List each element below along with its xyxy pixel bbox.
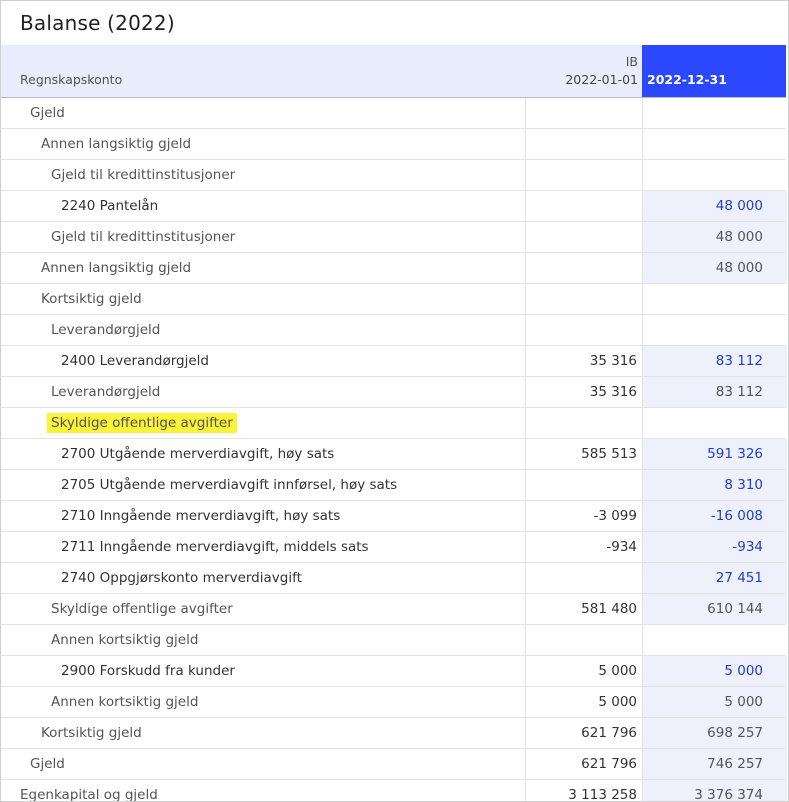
ib-value: -3 099 xyxy=(593,508,637,524)
row-label-text: Gjeld til kredittinstitusjoner xyxy=(51,229,236,245)
account-label xyxy=(61,346,209,376)
current-value-cell xyxy=(642,222,787,252)
table-header xyxy=(1,45,786,98)
ib-value: 581 480 xyxy=(581,601,637,617)
current-value-cell xyxy=(642,129,787,159)
account-label xyxy=(61,439,334,469)
ib-value xyxy=(525,563,637,593)
table-row[interactable] xyxy=(1,501,786,532)
current-value-cell xyxy=(642,98,787,128)
ib-value xyxy=(525,160,637,190)
row-label-text: 2700 Utgående merverdiavgift, høy sats xyxy=(61,446,335,462)
current-value-link[interactable]: -16 008 xyxy=(710,508,763,524)
current-value-link[interactable]: -934 xyxy=(732,539,763,555)
group-label xyxy=(41,129,191,159)
current-value-cell[interactable] xyxy=(642,470,787,500)
sum-label xyxy=(51,687,198,717)
current-value-cell xyxy=(642,160,787,190)
group-label xyxy=(51,625,198,655)
sum-label xyxy=(20,780,158,802)
current-value-cell xyxy=(642,749,787,779)
table-row[interactable] xyxy=(1,408,786,439)
account-label xyxy=(61,470,397,500)
row-label-text: Egenkapital og gjeld xyxy=(20,787,158,802)
row-label-text: 2740 Oppgjørskonto merverdiavgift xyxy=(61,570,302,586)
current-value-cell xyxy=(642,253,787,283)
account-label xyxy=(61,501,340,531)
row-label-text: Kortsiktig gjeld xyxy=(41,291,142,307)
current-value-cell xyxy=(642,408,787,438)
column-header-ib-date[interactable]: 2022-01-01 xyxy=(565,72,638,87)
row-label-text: Annen kortsiktig gjeld xyxy=(51,632,199,648)
table-row[interactable] xyxy=(1,98,786,129)
sum-label xyxy=(51,377,160,407)
ib-value: 621 796 xyxy=(581,756,637,772)
row-label-text: Annen langsiktig gjeld xyxy=(41,136,192,152)
ib-value: 621 796 xyxy=(581,725,637,741)
current-value: 610 144 xyxy=(707,601,763,617)
row-label-text: 2711 Inngående merverdiavgift, middels sats xyxy=(61,539,369,555)
current-value-cell xyxy=(642,718,787,748)
current-value-cell[interactable] xyxy=(642,191,787,221)
table-row[interactable] xyxy=(1,780,786,802)
balance-table-body xyxy=(1,98,786,802)
row-label-text: 2400 Leverandørgjeld xyxy=(61,353,209,369)
ib-value: 5 000 xyxy=(598,663,637,679)
ib-value xyxy=(525,129,637,159)
current-value-cell[interactable] xyxy=(642,656,787,686)
group-label xyxy=(51,408,237,438)
current-value-cell xyxy=(642,594,787,624)
current-value: 83 112 xyxy=(715,384,763,400)
current-value-cell[interactable] xyxy=(642,439,787,469)
current-value-cell xyxy=(642,625,787,655)
current-value-cell xyxy=(642,780,787,802)
ib-value xyxy=(525,284,637,314)
ib-value: 35 316 xyxy=(589,353,637,369)
row-label-text: Gjeld til kredittinstitusjoner xyxy=(51,167,236,183)
ib-value xyxy=(525,253,637,283)
current-value-cell xyxy=(642,284,787,314)
row-label-text: Gjeld xyxy=(30,105,65,121)
table-row[interactable] xyxy=(1,191,786,222)
row-label-text: Leverandørgjeld xyxy=(51,384,161,400)
table-row[interactable] xyxy=(1,718,786,749)
ib-value xyxy=(525,222,637,252)
ib-value: 3 113 258 xyxy=(568,787,637,802)
current-value: 48 000 xyxy=(715,260,763,276)
row-label-text: 2705 Utgående merverdiavgift innførsel, høy sats xyxy=(61,477,398,493)
current-value-link[interactable]: 27 451 xyxy=(715,570,763,586)
current-value: 5 000 xyxy=(724,694,763,710)
table-row[interactable] xyxy=(1,160,786,191)
table-row[interactable] xyxy=(1,222,786,253)
table-row[interactable] xyxy=(1,346,786,377)
account-label xyxy=(61,656,235,686)
column-header-ib-label: IB xyxy=(625,54,638,69)
table-row[interactable] xyxy=(1,532,786,563)
table-row[interactable] xyxy=(1,687,786,718)
column-header-current-period[interactable] xyxy=(642,45,786,97)
current-value: 698 257 xyxy=(707,725,763,741)
current-value-cell xyxy=(642,315,787,345)
account-label xyxy=(61,532,369,562)
current-value-link[interactable]: 8 310 xyxy=(724,477,763,493)
ib-value xyxy=(525,315,637,345)
ib-value: 35 316 xyxy=(589,384,637,400)
row-label-text: Skyldige offentlige avgifter xyxy=(47,413,237,433)
ib-value xyxy=(525,625,637,655)
account-label xyxy=(61,191,158,221)
sum-label xyxy=(30,749,65,779)
table-row[interactable] xyxy=(1,625,786,656)
table-row[interactable] xyxy=(1,470,786,501)
current-value: 48 000 xyxy=(715,229,763,245)
current-value-link[interactable]: 83 112 xyxy=(715,353,763,369)
account-label xyxy=(61,563,302,593)
current-value-link[interactable]: 591 326 xyxy=(707,446,763,462)
row-label-text: Leverandørgjeld xyxy=(51,322,161,338)
current-value-link[interactable]: 48 000 xyxy=(715,198,763,214)
current-value-cell[interactable] xyxy=(642,563,787,593)
row-label-text: Annen kortsiktig gjeld xyxy=(51,694,199,710)
current-value: 3 376 374 xyxy=(694,787,763,802)
table-row[interactable] xyxy=(1,749,786,780)
row-label-text: Skyldige offentlige avgifter xyxy=(51,601,233,617)
row-label-text: 2240 Pantelån xyxy=(61,198,159,214)
current-value: 746 257 xyxy=(707,756,763,772)
table-row[interactable] xyxy=(1,129,786,160)
table-row[interactable] xyxy=(1,253,786,284)
current-value-link[interactable]: 5 000 xyxy=(724,663,763,679)
table-row[interactable] xyxy=(1,439,786,470)
table-row[interactable] xyxy=(1,656,786,687)
current-value-cell[interactable] xyxy=(642,532,787,562)
table-row[interactable] xyxy=(1,315,786,346)
current-value-cell xyxy=(642,377,787,407)
ib-value: 585 513 xyxy=(581,446,637,462)
ib-value: -934 xyxy=(606,539,637,555)
ib-value xyxy=(525,191,637,221)
current-value-cell[interactable] xyxy=(642,501,787,531)
group-label xyxy=(41,284,142,314)
sum-label xyxy=(41,718,142,748)
ib-value: 5 000 xyxy=(598,694,637,710)
ib-value xyxy=(525,408,637,438)
table-row[interactable] xyxy=(1,377,786,408)
table-row[interactable] xyxy=(1,594,786,625)
sum-label xyxy=(51,222,235,252)
row-label-text: Annen langsiktig gjeld xyxy=(41,260,192,276)
ib-value xyxy=(525,98,637,128)
table-row[interactable] xyxy=(1,563,786,594)
row-label-text: 2710 Inngående merverdiavgift, høy sats xyxy=(61,508,341,524)
ib-value xyxy=(525,470,637,500)
group-label xyxy=(51,315,160,345)
group-label xyxy=(30,98,65,128)
row-label-text: Gjeld xyxy=(30,756,65,772)
page-title: Balanse (2022) xyxy=(20,11,175,35)
sum-label xyxy=(41,253,191,283)
row-label-text: Kortsiktig gjeld xyxy=(41,725,142,741)
group-label xyxy=(51,160,235,190)
table-row[interactable] xyxy=(1,284,786,315)
current-value-cell[interactable] xyxy=(642,346,787,376)
sum-label xyxy=(51,594,233,624)
column-header-current-date: 2022-12-31 xyxy=(647,72,727,87)
current-value-cell xyxy=(642,687,787,717)
row-label-text: 2900 Forskudd fra kunder xyxy=(61,663,235,679)
column-header-account[interactable]: Regnskapskonto xyxy=(20,72,123,87)
